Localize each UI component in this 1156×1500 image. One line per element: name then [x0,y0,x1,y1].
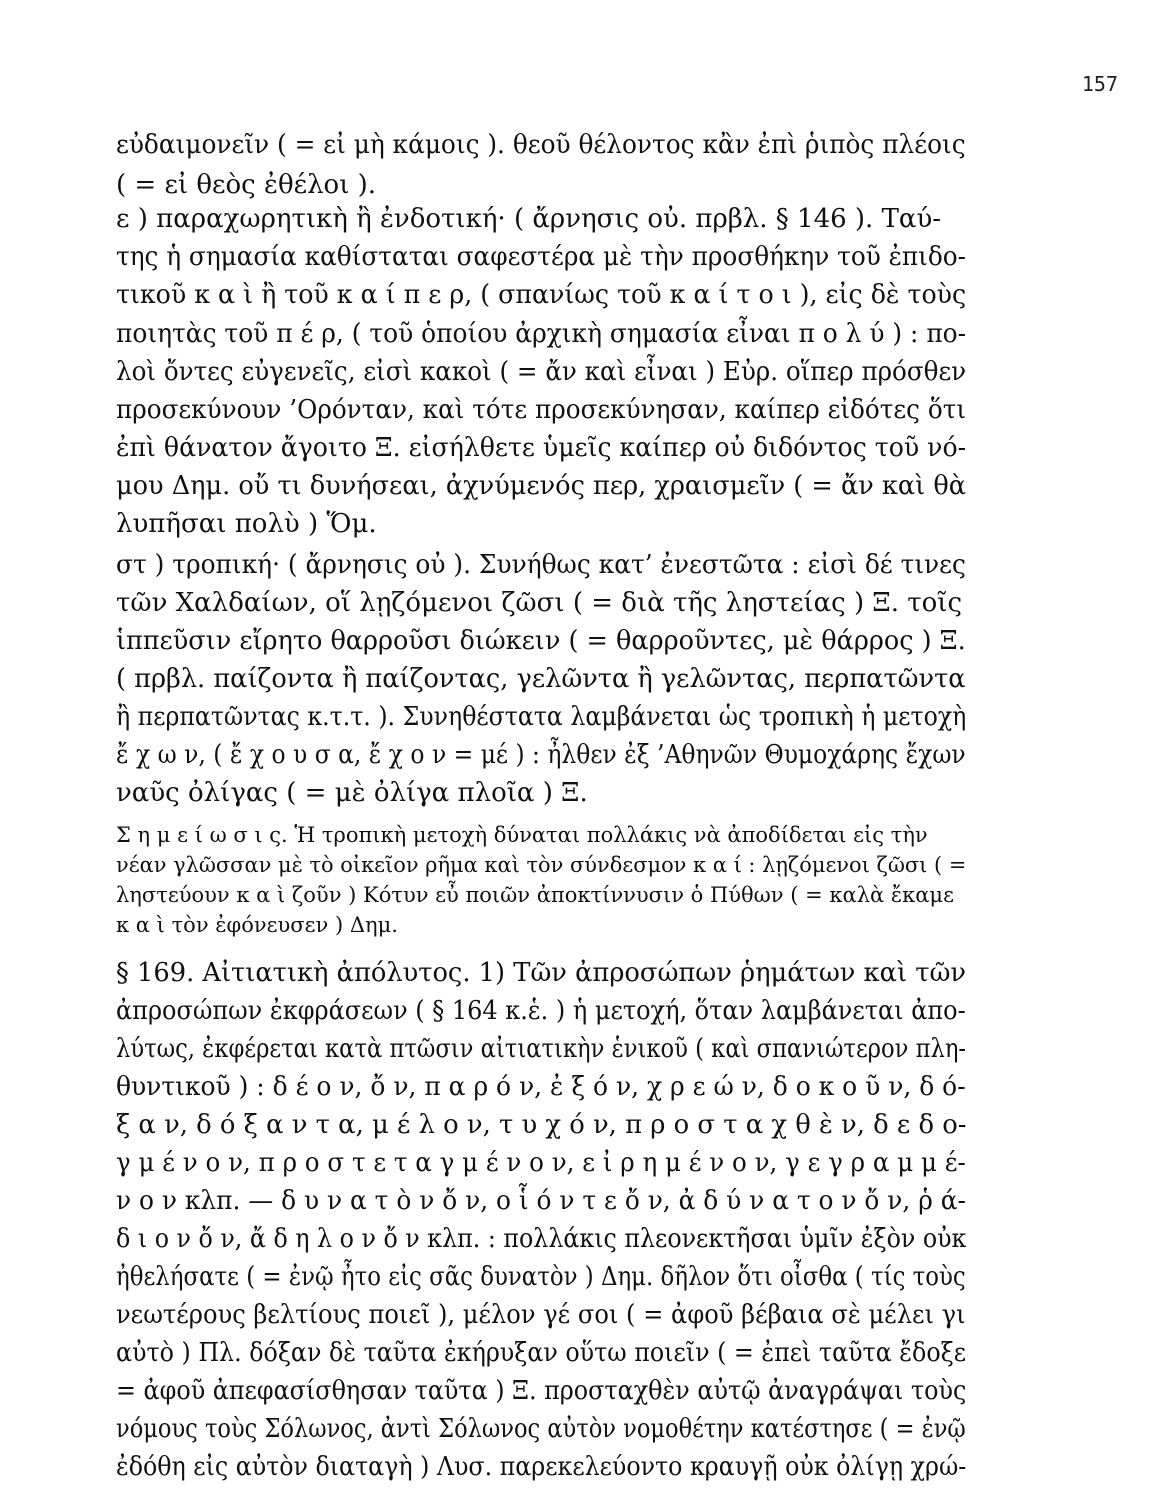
text-line: ἐδόθη εἰς αὐτὸν διαταγὴ ) Λυσ. παρεκελεύοντο κραυγῇ οὐκ ὀλίγῃ χρώ- [116,1452,967,1482]
text-line: ( = εἰ θεὸς ἐθέλοι ). [116,170,377,200]
text-line: ( πρβλ. παίζοντα ἢ παίζοντας, γελῶντα ἢ γελῶντας, περπατῶντα [116,664,966,694]
text-line: λύτως, ἐκφέρεται κατὰ πτῶσιν αἰτιατικὴν ἑνικοῦ ( καὶ σπανιώτερον πλη- [116,1034,967,1064]
text-line: ἔ χ ω ν, ( ἔ χ ο υ σ α, ἔ χ ο ν = μέ ) : ἦλθεν ἐξ ’Αθηνῶν Θυμοχάρης ἔχων [116,740,966,770]
note-line: νέαν γλῶσσαν μὲ τὸ οἰκεῖον ρῆμα καὶ τὸν σύνδεσμον κ α ί : λῃζόμενοι ζῶσι ( = [116,853,967,877]
note-line: κ α ὶ τὸν ἐφόνευσεν ) Δημ. [116,913,398,937]
text-line: νεωτέρους βελτίους ποιεῖ ), μέλον γέ σοι ( = ἀφοῦ βέβαια σὲ μέλει γι [116,1300,966,1330]
text-line: ἐπὶ θάνατον ἄγοιτο Ξ. εἰσήλθετε ὑμεῖς καίπερ οὐ διδόντος τοῦ νό- [116,433,967,463]
text-line: λοὶ ὄντες εὐγενεῖς, εἰσὶ κακοὶ ( = ἄν καὶ εἶναι ) Εὐρ. οἵπερ πρόσθεν [116,357,967,387]
text-line: ποιητὰς τοῦ π έ ρ, ( τοῦ ὁποίου ἀρχικὴ σημασία εἶναι π ο λ ύ ) : πο- [116,319,967,349]
note-line: Σ η μ ε ί ω σ ι ς. Ἡ τροπικὴ μετοχὴ δύναται πολλάκις νὰ ἀποδίδεται εἰς τὴν [116,823,928,847]
text-line: θυντικοῦ ) : δ έ ο ν, ὄ ν, π α ρ ό ν, ἐ ξ ό ν, χ ρ ε ώ ν, δ ο κ ο ῦ ν, δ ό- [116,1072,966,1102]
text-line: γ μ έ ν ο ν, π ρ ο σ τ ε τ α γ μ έ ν ο ν, ε ἰ ρ η μ έ ν ο ν, γ ε γ ρ α μ μ έ- [116,1148,966,1178]
text-line: νόμους τοὺς Σόλωνος, ἀντὶ Σόλωνος αὐτὸν νομοθέτην κατέστησε ( = ἐνῷ [116,1414,966,1444]
text-line: ἠθελήσατε ( = ἐνῷ ἦτο εἰς σᾶς δυνατὸν ) Δημ. δῆλον ὅτι οἶσθα ( τίς τοὺς [116,1262,966,1292]
text-line: προσεκύνουν ’Ορόνταν, καὶ τότε προσεκύνησαν, καίπερ εἰδότες ὅτι [116,395,967,425]
note-line: ληστεύουν κ α ὶ ζοῦν ) Κότυν εὖ ποιῶν ἀποκτίννυσιν ὁ Πύθων ( = καλὰ ἔκαμε [116,883,954,907]
text-line: μου Δημ. οὔ τι δυνήσεαι, ἀχνύμενός περ, χραισμεῖν ( = ἄν καὶ θὰ [116,471,967,501]
text-line: ναῦς ὀλίγας ( = μὲ ὀλίγα πλοῖα ) Ξ. [116,778,588,808]
text-line: ν ο ν κλπ. — δ υ ν α τ ὸ ν ὄ ν, ο ἷ ό ν τ ε ὄ ν, ἀ δ ύ ν α τ ο ν ὄ ν, ῥ ά- [116,1186,966,1216]
text-line: στ ) τροπική· ( ἄρνησις οὐ ). Συνήθως κατ’ ἐνεστῶτα : εἰσὶ δέ τινες [116,550,966,580]
text-line: εὐδαιμονεῖν ( = εἰ μὴ κάμοις ). θεοῦ θέλοντος κἂν ἐπὶ ῥιπὸς πλέοις [116,130,966,160]
text-line: αὐτὸ ) Πλ. δόξαν δὲ ταῦτα ἐκήρυξαν οὕτω ποιεῖν ( = ἐπεὶ ταῦτα ἔδοξε [116,1338,967,1368]
text-line: ἀπροσώπων ἐκφράσεων ( § 164 κ.ἑ. ) ἡ μετοχή, ὅταν λαμβάνεται ἀπο- [116,996,966,1026]
text-line: ξ α ν, δ ό ξ α ν τ α, μ έ λ ο ν, τ υ χ ό ν, π ρ ο σ τ α χ θ ὲ ν, δ ε δ ο- [116,1110,967,1140]
text-line: = ἀφοῦ ἀπεφασίσθησαν ταῦτα ) Ξ. προσταχθὲν αὐτῷ ἀναγράψαι τοὺς [116,1376,967,1406]
text-line: τικοῦ κ α ὶ ἢ τοῦ κ α ί π ε ρ, ( σπανίως τοῦ κ α ί τ ο ι ), εἰς δὲ τοὺς [116,280,967,310]
text-line: της ἡ σημασία καθίσταται σαφεστέρα μὲ τὴν προσθήκην τοῦ ἐπιδο- [116,242,967,272]
text-line: ἱππεῦσιν εἴρητο θαρροῦσι διώκειν ( = θαρροῦντες, μὲ θάρρος ) Ξ. [116,626,966,656]
section-heading-line: § 169. Αἰτιατικὴ ἀπόλυτος. 1) Τῶν ἀπροσώπων ῥημάτων καὶ τῶν [116,958,967,988]
page-number: 157 [1081,72,1118,96]
text-line: ε ) παραχωρητικὴ ἢ ἐνδοτική· ( ἄρνησις οὐ. πρβλ. § 146 ). Ταύ- [116,204,942,234]
text-line: δ ι ο ν ὄ ν, ἄ δ η λ ο ν ὄ ν κλπ. : πολλάκις πλεονεκτῆσαι ὑμῖν ἐξὸν οὐκ [116,1224,967,1254]
text-line: τῶν Χαλδαίων, οἵ λῃζόμενοι ζῶσι ( = διὰ τῆς ληστείας ) Ξ. τοῖς [116,588,963,618]
text-line: λυπῆσαι πολὺ ) Ὅμ. [116,509,377,539]
text-line: ἢ περπατῶντας κ.τ.τ. ). Συνηθέστατα λαμβάνεται ὡς τροπικὴ ἡ μετοχὴ [116,702,967,732]
